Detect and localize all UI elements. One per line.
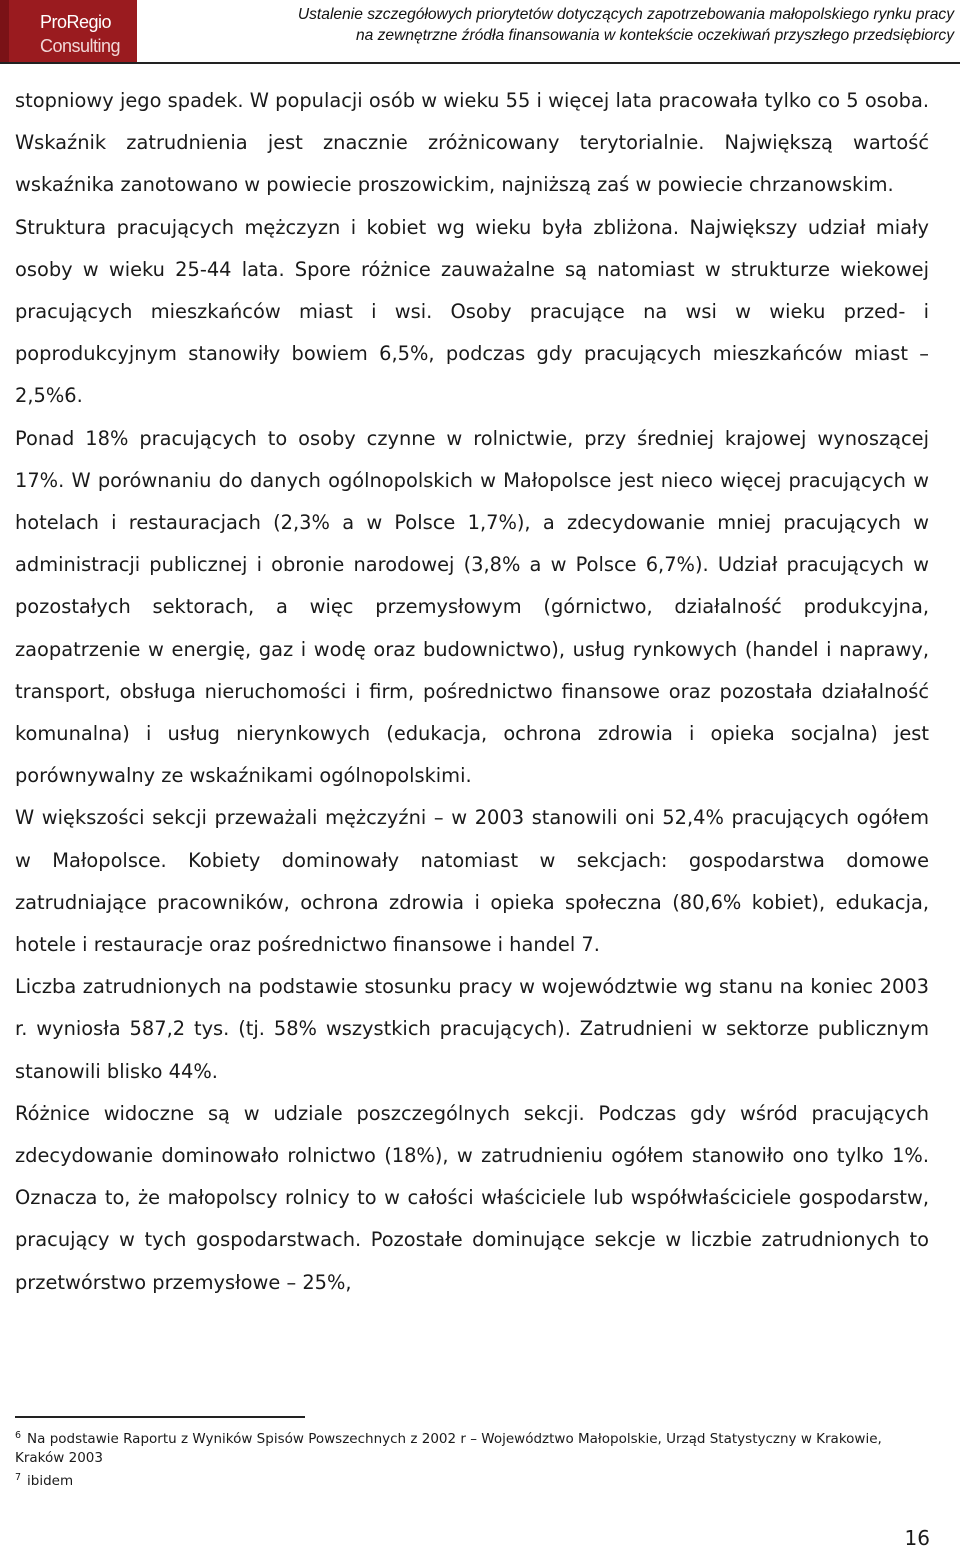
footnote-text: ibidem	[27, 1473, 74, 1489]
document-title-line1: Ustalenie szczegółowych priorytetów dotyczących zapotrzebowania małopolskiego rynku pracy	[297, 6, 954, 23]
document-title	[170, 4, 954, 46]
footnote-number: 7	[15, 1472, 22, 1483]
paragraph: Struktura pracujących mężczyzn i kobiet wg wieku była zbliżona. Największy udział miały osoby w wieku 25-44 lata. Spore różnice zauważalne są natomiast w strukturze wiekowej pracujących mieszkańców miast i wsi. Osoby pracujące na wsi w wieku przed- i poprodukcyjnym stanowiły bowiem 6,5%, podczas gdy pracujących mieszkańców miast – 2,5%6.	[15, 215, 929, 408]
page-number: 16	[904, 1526, 930, 1550]
footnote-number: 6	[15, 1430, 22, 1441]
footnotes	[15, 1426, 915, 1491]
logo-stripe	[0, 0, 9, 62]
body-text	[15, 80, 929, 1304]
footnote	[15, 1426, 915, 1468]
footnote-text: Na podstawie Raportu z Wyników Spisów Powszechnych z 2002 r – Województwo Małopolskie, Urząd Statystyczny w Krakowie, Kraków 2003	[15, 1431, 882, 1466]
logo-line2: Consulting	[40, 36, 121, 56]
header-divider	[0, 62, 960, 64]
document-title-line2: na zewnętrzne źródła finansowania w kontekście oczekiwań przyszłego przedsiębiorcy	[355, 27, 954, 44]
paragraph: Różnice widoczne są w udziale poszczególnych sekcji. Podczas gdy wśród pracujących zdecydowanie dominowało rolnictwo (18%), w zatrudnieniu ogółem stanowiło ono tylko 1%. Oznacza to, że małopolscy rolnicy to w całości właściciele lub współwłaściciele gospodarstw, pracujący w tych gospodarstwach. Pozostałe dominujące sekcje w liczbie zatrudnionych to przetwórstwo przemysłowe – 25%,	[15, 1101, 929, 1294]
paragraph: stopniowy jego spadek. W populacji osób w wieku 55 i więcej lata pracowała tylko co 5 osoba. Wskaźnik zatrudnienia jest znacznie zróżnicowany terytorialnie. Największą wartość wskaźnika zanotowano w powiecie proszowickim, najniższą zaś w powiecie chrzanowskim.	[15, 89, 929, 197]
paragraph: Ponad 18% pracujących to osoby czynne w rolnictwie, przy średniej krajowej wynoszącej 17%. W porównaniu do danych ogólnopolskich w Małopolsce jest nieco więcej pracujących w hotelach i restauracjach (2,3% a w Polsce 1,7%), a zdecydowanie mniej pracujących w administracji publicznej i obronie narodowej (3,8% a w Polsce 6,7%). Udział pracujących w pozostałych sektorach, a więc przemysłowym (górnictwo, działalność produkcyjna, zaopatrzenie w energię, gaz i wodę oraz budownictwo), usług rynkowych (handel i naprawy, transport, obsługa nieruchomości i firm, pośrednictwo finansowe oraz pozostała działalność komunalna) i usług nierynkowych (edukacja, ochrona zdrowia i opieka socjalna) jest porównywalny ze wskaźnikami ogólnopolskimi.	[15, 426, 929, 788]
paragraph: W większości sekcji przeważali mężczyźni – w 2003 stanowili oni 52,4% pracujących ogółem w Małopolsce. Kobiety dominowały natomiast w sekcjach: gospodarstwa domowe zatrudniające pracowników, ochrona zdrowia i opieka społeczna (80,6% kobiet), edukacja, hotele i restauracje oraz pośrednictwo finansowe i handel 7.	[15, 806, 929, 957]
proregio-logo	[0, 0, 137, 62]
footnote	[15, 1468, 915, 1491]
page-header	[0, 0, 960, 64]
footnote-divider	[15, 1416, 305, 1418]
paragraph: Liczba zatrudnionych na podstawie stosunku pracy w województwie wg stanu na koniec 2003 r. wyniosła 587,2 tys. (tj. 58% wszystkich pracujących). Zatrudnieni w sektorze publicznym stanowili blisko 44%.	[15, 975, 929, 1083]
logo-line1: ProRegio	[40, 12, 112, 32]
